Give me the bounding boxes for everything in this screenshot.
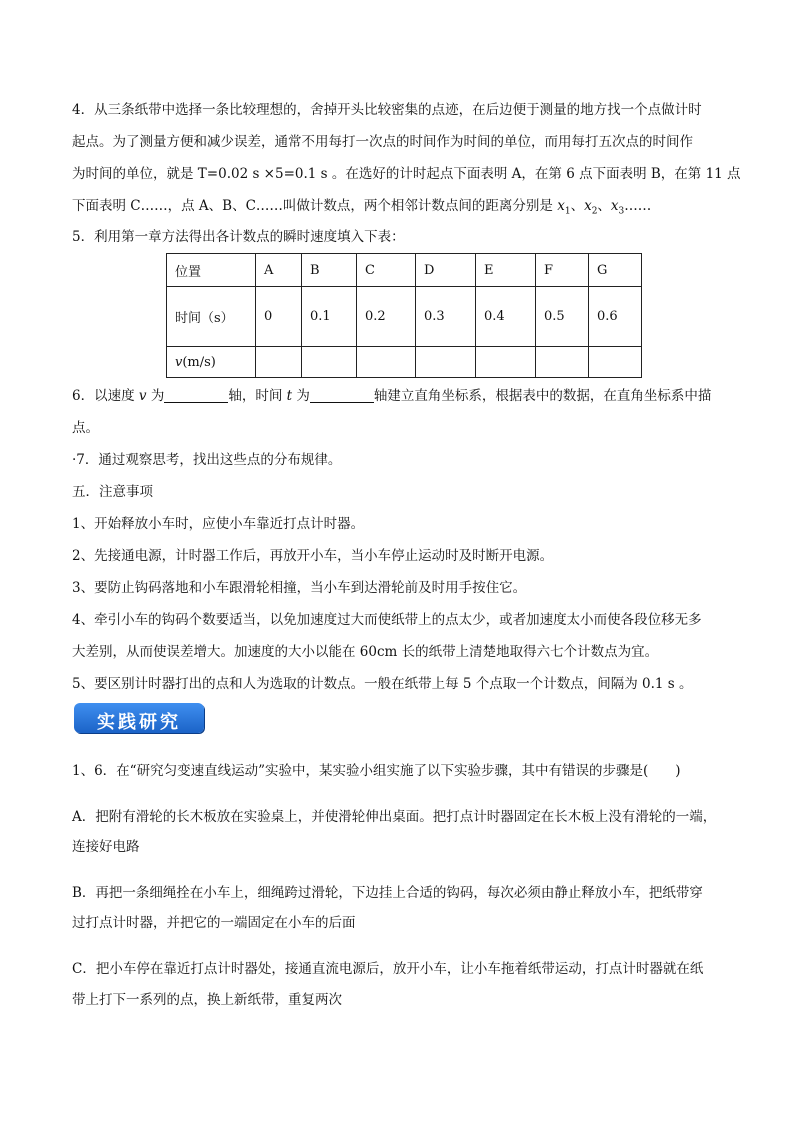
table-cell: 0.1 bbox=[302, 287, 357, 347]
x1-symbol: x bbox=[557, 198, 565, 214]
note-item: 2、先接通电源，计时器工作后，再放开小车，当小车停止运动时及时断开电源。 bbox=[72, 548, 554, 564]
velocity-unit: (m/s) bbox=[182, 354, 216, 370]
practice-research-banner bbox=[74, 703, 204, 733]
table-cell: C bbox=[357, 254, 416, 287]
table-row-position bbox=[167, 254, 642, 287]
table-cell-empty bbox=[357, 347, 416, 378]
x2-subscript: 2 bbox=[591, 206, 598, 217]
table-cell: 0.5 bbox=[536, 287, 589, 347]
v-symbol: v bbox=[138, 388, 147, 404]
option-c-line2: 带上打下一系列的点，换上新纸带，重复两次 bbox=[72, 992, 342, 1008]
fill-in-blank bbox=[310, 388, 374, 403]
table-cell: E bbox=[476, 254, 536, 287]
t-symbol: t bbox=[286, 388, 293, 404]
option-a-line2: 连接好电路 bbox=[72, 839, 140, 855]
table-cell: 0.3 bbox=[416, 287, 476, 347]
step6-part-b: 为 bbox=[146, 388, 165, 404]
step4-line4 bbox=[72, 197, 651, 221]
note-item: 3、要防止钩码落地和小车跟滑轮相撞，当小车到达滑轮前及时用手按住它。 bbox=[72, 580, 527, 596]
step6-part-e: 轴建立直角坐标系，根据表中的数据，在直角坐标系中描 bbox=[373, 388, 712, 404]
step4-line2: 起点。为了测量方便和减少误差，通常不用每打一次点的时间作为时间的单位，而用每打五次点的时间作 bbox=[72, 134, 693, 150]
table-cell-empty bbox=[256, 347, 302, 378]
step6-line1 bbox=[72, 387, 711, 405]
table-cell-empty bbox=[476, 347, 536, 378]
x1-subscript: 1 bbox=[564, 206, 571, 217]
step6-line2: 点。 bbox=[72, 420, 99, 436]
table-cell-empty bbox=[536, 347, 589, 378]
table-cell: A bbox=[256, 254, 302, 287]
separator: 、 bbox=[570, 198, 585, 214]
step5-text: 5．利用第一章方法得出各计数点的瞬时速度填入下表： bbox=[72, 229, 405, 245]
table-cell: 位置 bbox=[167, 254, 256, 287]
option-b-line1: B．再把一条细绳拴在小车上，细绳跨过滑轮，下边挂上合适的钩码，每次必须由静止释放小车，把纸带穿 bbox=[72, 885, 703, 901]
x3-symbol: x bbox=[610, 198, 619, 214]
note-item: 5、要区别计时器打出的点和人为选取的计数点。一般在纸带上每 5 个点取一个计数点，间隔为 0.1 s 。 bbox=[72, 676, 693, 692]
table-cell: 0.6 bbox=[589, 287, 642, 347]
table-cell: F bbox=[536, 254, 589, 287]
step4-line3: 为时间的单位，就是 T=0.02 s ×5=0.1 s 。在选好的计时起点下面表明 A，在第 6 点下面表明 B，在第 11 点 bbox=[72, 166, 741, 182]
step4-line4-text: 下面表明 C……，点 A、B、C……叫做计数点，两个相邻计数点间的距离分别是 bbox=[72, 198, 558, 214]
table-cell-empty bbox=[416, 347, 476, 378]
step7-text: ·7．通过观察思考，找出这些点的分布规律。 bbox=[72, 452, 342, 468]
note-item: 1、开始释放小车时，应使小车靠近打点计时器。 bbox=[72, 516, 365, 532]
question-stem: 1、6．在“研究匀变速直线运动”实验中，某实验小组实施了以下实验步骤，其中有错误的步骤是( ) bbox=[72, 763, 681, 779]
table-cell: 0.2 bbox=[357, 287, 416, 347]
table-cell-empty bbox=[302, 347, 357, 378]
ellipsis: …… bbox=[624, 198, 652, 214]
section5-title: 五．注意事项 bbox=[72, 484, 153, 500]
option-c-line1: C．把小车停在靠近打点计时器处，接通直流电源后，放开小车，让小车拖着纸带运动，打点计时器就在纸 bbox=[72, 961, 704, 977]
v-symbol: v bbox=[175, 354, 183, 370]
step6-part-c: 轴，时间 bbox=[228, 388, 287, 404]
table-row-time bbox=[167, 287, 642, 347]
step4-line1: 4．从三条纸带中选择一条比较理想的，舍掉开头比较密集的点迹，在后边便于测量的地方找一个点做计时 bbox=[72, 102, 702, 118]
step6-part-d: 为 bbox=[292, 388, 310, 404]
x3-subscript: 3 bbox=[618, 206, 625, 217]
separator: 、 bbox=[597, 198, 611, 214]
x2-symbol: x bbox=[584, 198, 592, 214]
table-cell: 时间（s） bbox=[167, 287, 256, 347]
table-cell-empty bbox=[589, 347, 642, 378]
step6-part-a: 6．以速度 bbox=[72, 388, 139, 404]
table-cell: 0 bbox=[256, 287, 302, 347]
option-b-line2: 过打点计时器，并把它的一端固定在小车的后面 bbox=[72, 915, 356, 931]
table-cell: 0.4 bbox=[476, 287, 536, 347]
table-cell: B bbox=[302, 254, 357, 287]
fill-in-blank bbox=[164, 388, 228, 403]
velocity-table bbox=[166, 253, 642, 378]
option-a-line1: A．把附有滑轮的长木板放在实验桌上，并使滑轮伸出桌面。把打点计时器固定在长木板上没有滑轮的一端， bbox=[72, 809, 717, 825]
table-cell: D bbox=[416, 254, 476, 287]
table-cell: G bbox=[589, 254, 642, 287]
table-row-velocity bbox=[167, 347, 642, 378]
note-item: 4、牵引小车的钩码个数要适当，以免加速度过大而使纸带上的点太少，或者加速度太小而使各段位移无多 bbox=[72, 612, 702, 628]
table-cell-velocity-label bbox=[167, 347, 256, 378]
banner-label: 实践研究 bbox=[97, 712, 181, 733]
note-item: 大差别，从而使误差增大。加速度的大小以能在 60cm 长的纸带上清楚地取得六七个计数点为宜。 bbox=[72, 644, 659, 660]
